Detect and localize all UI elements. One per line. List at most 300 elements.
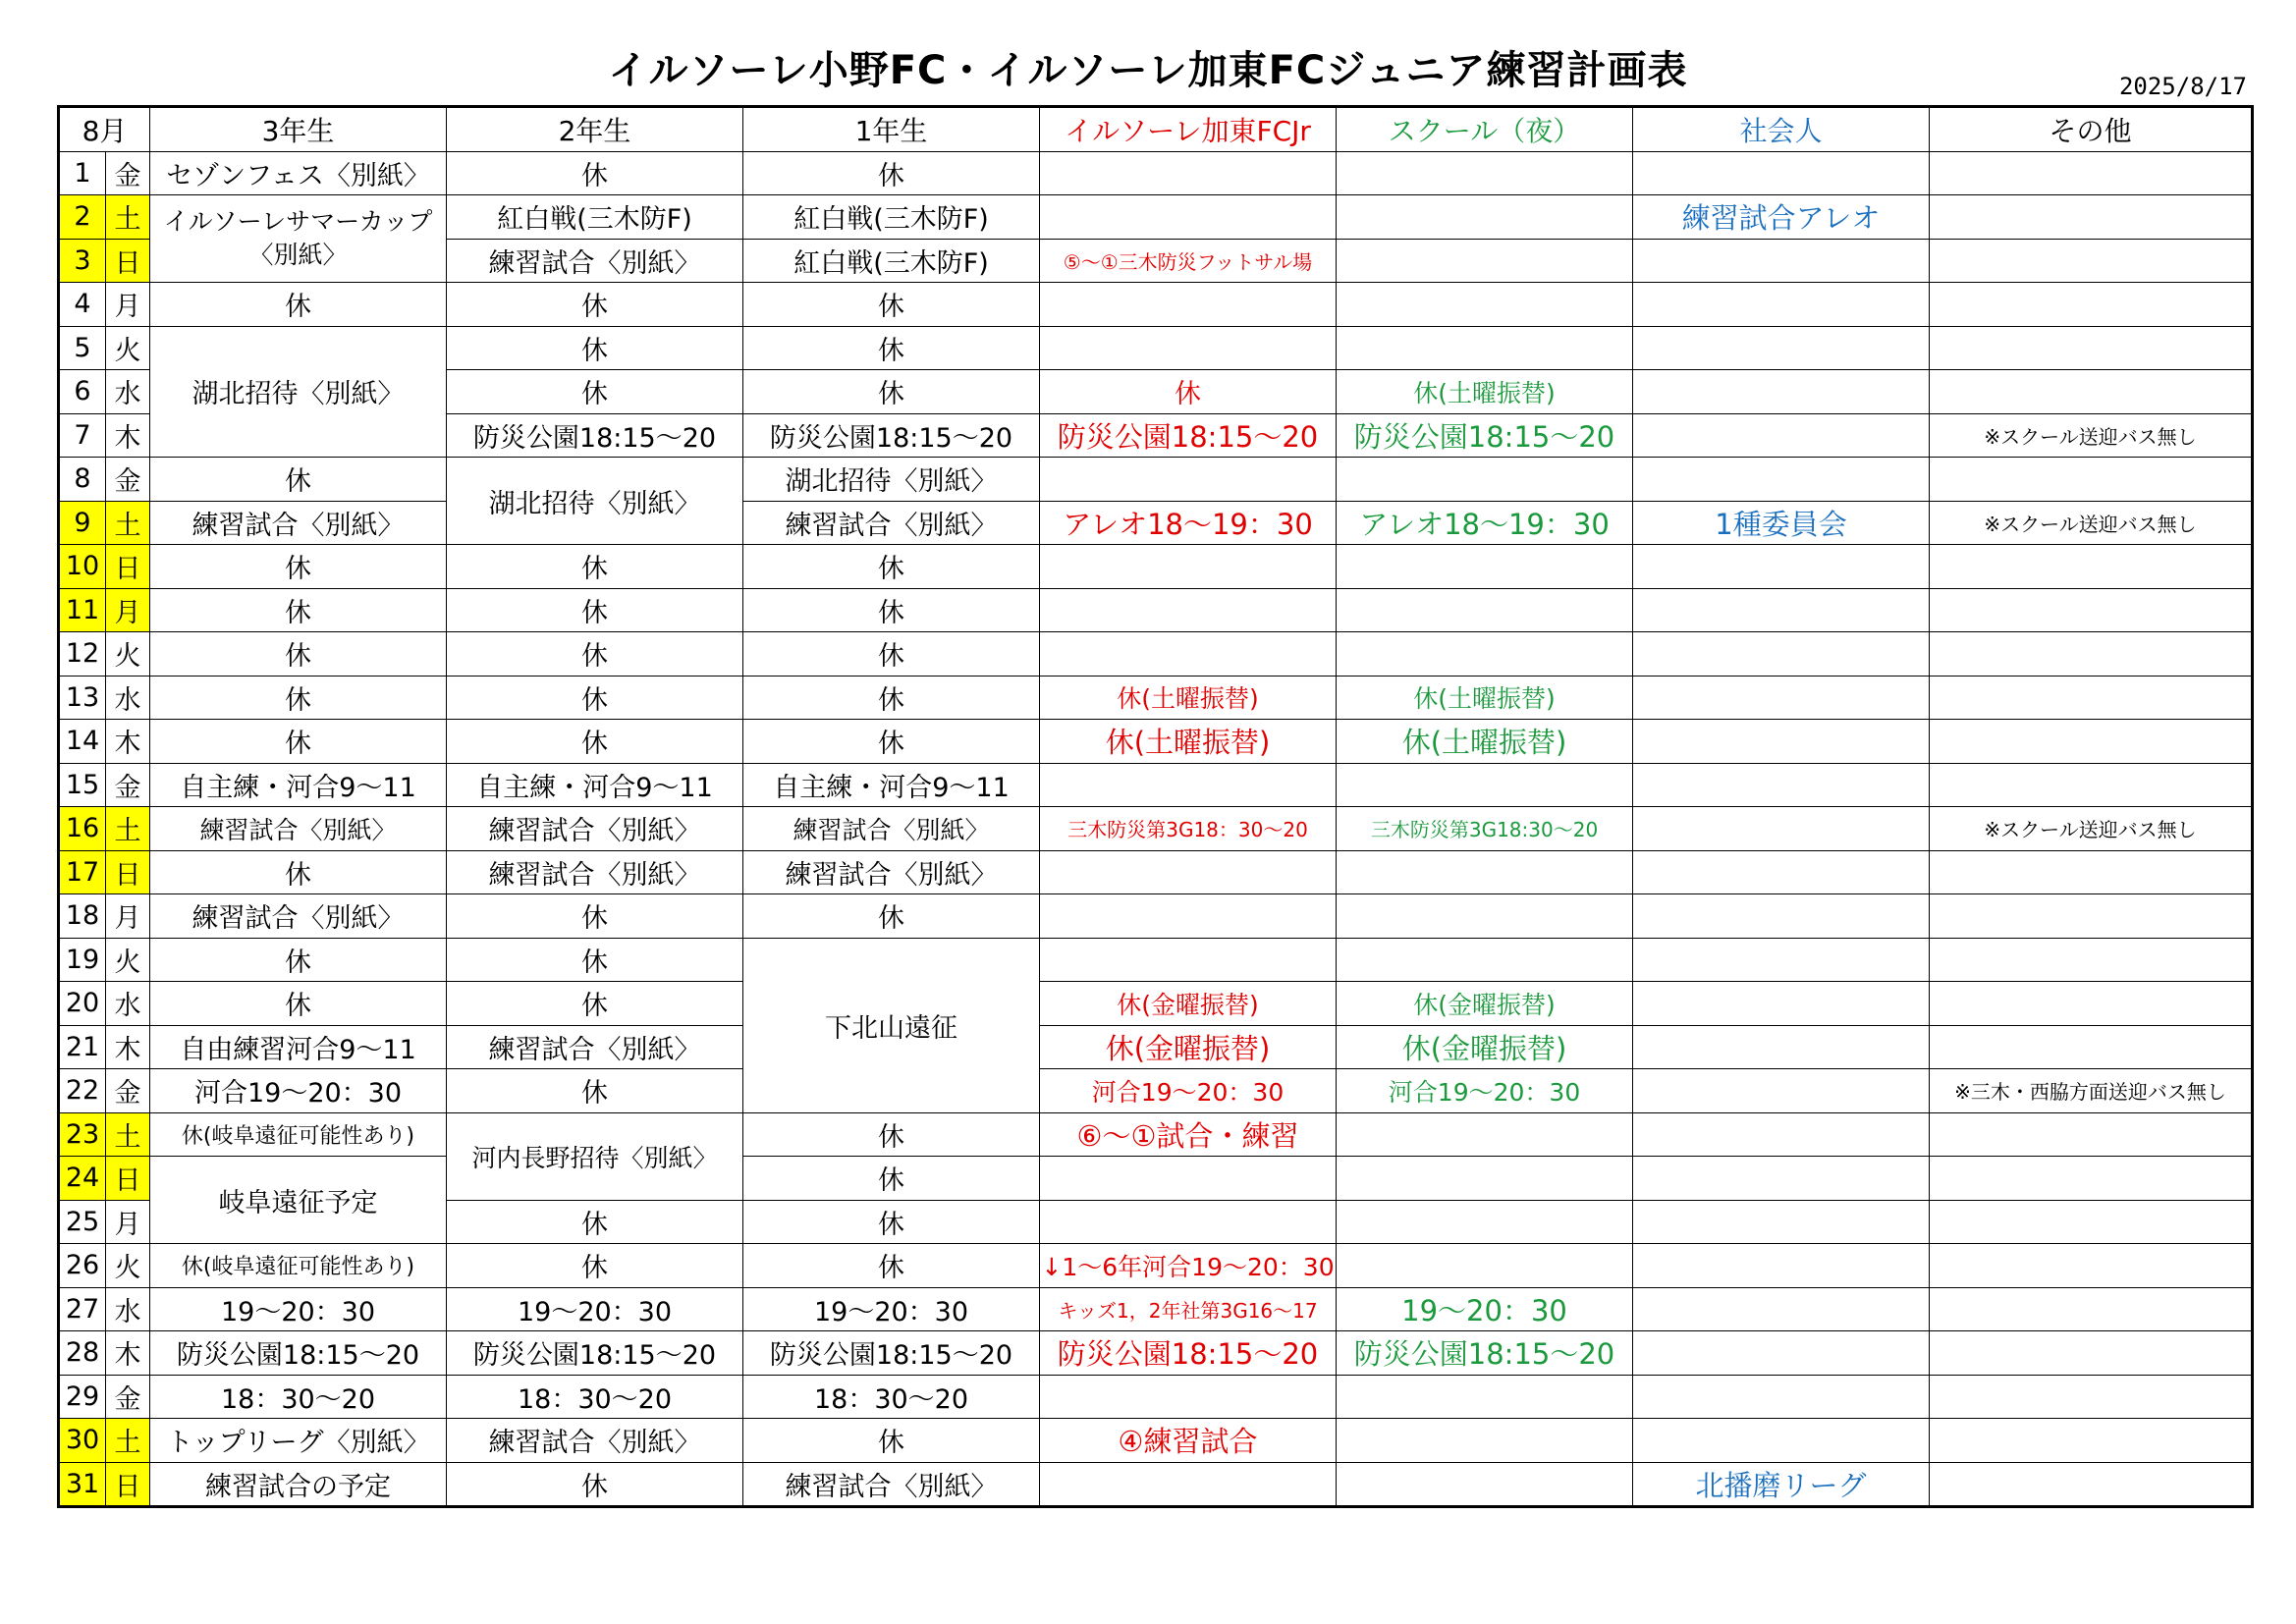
table-row [59, 982, 2253, 1026]
day-number: 8 [59, 458, 106, 502]
table-row [59, 850, 2253, 894]
cell-school [1337, 239, 1633, 283]
cell-other [1930, 1287, 2253, 1331]
cell-adult [1633, 894, 1930, 939]
cell-adult [1633, 720, 1930, 764]
weekday: 日 [106, 545, 150, 589]
table-row [59, 632, 2253, 677]
cell-other [1930, 894, 2253, 939]
day-number: 3 [59, 239, 106, 283]
cell-grade2: 練習試合〈別紙〉 [447, 239, 743, 283]
cell-grade2: 自主練・河合9～11 [447, 763, 743, 807]
cell-school [1337, 283, 1633, 327]
table-row [59, 501, 2253, 545]
cell-other [1930, 370, 2253, 414]
cell-kato-jr [1040, 458, 1337, 502]
header-adult: 社会人 [1633, 107, 1930, 152]
cell-school [1337, 1112, 1633, 1157]
weekday: 火 [106, 1244, 150, 1288]
cell-grade3: 休 [150, 588, 447, 632]
cell-adult [1633, 1331, 1930, 1376]
cell-school: 防災公園18:15～20 [1337, 1331, 1633, 1376]
table-row [59, 938, 2253, 982]
table-row [59, 1375, 2253, 1419]
cell-grade2: 休 [447, 982, 743, 1026]
table-row [59, 283, 2253, 327]
cell-adult [1633, 458, 1930, 502]
cell-school: 河合19～20：30 [1337, 1069, 1633, 1113]
cell-grade3: 休 [150, 545, 447, 589]
cell-grade3: 練習試合〈別紙〉 [150, 501, 447, 545]
cell-grade1: 休 [743, 1419, 1040, 1463]
cell-school: 休(金曜振替) [1337, 1025, 1633, 1069]
table-row [59, 807, 2253, 851]
cell-adult [1633, 151, 1930, 195]
cell-grade1: 練習試合〈別紙〉 [743, 501, 1040, 545]
cell-grade2: 練習試合〈別紙〉 [447, 1419, 743, 1463]
cell-kato-jr: 休(土曜振替) [1040, 676, 1337, 720]
cell-grade2: 休 [447, 151, 743, 195]
cell-adult [1633, 1025, 1930, 1069]
cell-grade2: 19～20：30 [447, 1287, 743, 1331]
cell-kato-jr [1040, 326, 1337, 370]
cell-grade2: 休 [447, 1069, 743, 1113]
cell-grade3: 休 [150, 632, 447, 677]
table-row [59, 1157, 2253, 1201]
cell-grade3: 休 [150, 283, 447, 327]
cell-grade1: 紅白戦(三木防F) [743, 239, 1040, 283]
cell-grade1: 休 [743, 894, 1040, 939]
cell-grade3: セゾンフェス〈別紙〉 [150, 151, 447, 195]
cell-adult [1633, 1157, 1930, 1201]
cell-grade1: 休 [743, 283, 1040, 327]
cell-adult [1633, 413, 1930, 458]
header-month: 8月 [59, 107, 150, 152]
weekday: 水 [106, 1287, 150, 1331]
cell-other [1930, 720, 2253, 764]
cell-adult [1633, 239, 1930, 283]
weekday: 水 [106, 676, 150, 720]
cell-grade3: 休 [150, 982, 447, 1026]
cell-other [1930, 850, 2253, 894]
day-number: 12 [59, 632, 106, 677]
weekday: 土 [106, 1112, 150, 1157]
header-grade1: 1年生 [743, 107, 1040, 152]
cell-adult [1633, 763, 1930, 807]
weekday: 木 [106, 1331, 150, 1376]
weekday: 土 [106, 195, 150, 240]
weekday: 水 [106, 982, 150, 1026]
table-row [59, 763, 2253, 807]
cell-school [1337, 151, 1633, 195]
cell-grade2: 練習試合〈別紙〉 [447, 807, 743, 851]
cell-adult [1633, 1287, 1930, 1331]
cell-other [1930, 326, 2253, 370]
cell-grade3: 休(岐阜遠征可能性あり) [150, 1112, 447, 1157]
day-number: 13 [59, 676, 106, 720]
cell-grade2: 18：30～20 [447, 1375, 743, 1419]
cell-grade1: 休 [743, 588, 1040, 632]
table-row [59, 1462, 2253, 1507]
cell-kato-jr: ④練習試合 [1040, 1419, 1337, 1463]
cell-grade1: 練習試合〈別紙〉 [743, 850, 1040, 894]
day-number: 6 [59, 370, 106, 414]
cell-kato-jr [1040, 632, 1337, 677]
day-number: 10 [59, 545, 106, 589]
cell-grade2: 休 [447, 632, 743, 677]
cell-grade1: 休 [743, 1157, 1040, 1201]
cell-other: ※三木・西脇方面送迎バス無し [1930, 1069, 2253, 1113]
day-number: 1 [59, 151, 106, 195]
cell-kato-jr: キッズ1，2年社第3G16～17 [1040, 1287, 1337, 1331]
cell-grade3: イルソーレサマーカップ 〈別紙〉 [150, 195, 447, 283]
cell-grade1: 休 [743, 1112, 1040, 1157]
cell-adult [1633, 1112, 1930, 1157]
cell-kato-jr: 休(金曜振替) [1040, 982, 1337, 1026]
cell-other [1930, 1025, 2253, 1069]
cell-kato-jr: 河合19～20：30 [1040, 1069, 1337, 1113]
table-row [59, 458, 2253, 502]
weekday: 木 [106, 1025, 150, 1069]
cell-grade1: 防災公園18:15～20 [743, 413, 1040, 458]
cell-grade2: 練習試合〈別紙〉 [447, 1025, 743, 1069]
cell-kato-jr [1040, 850, 1337, 894]
weekday: 金 [106, 458, 150, 502]
header-kato-jr: イルソーレ加東FCJr [1040, 107, 1337, 152]
cell-kato-jr [1040, 545, 1337, 589]
cell-other [1930, 151, 2253, 195]
cell-grade2: 休 [447, 938, 743, 982]
cell-grade3: 練習試合〈別紙〉 [150, 807, 447, 851]
cell-kato-jr: 防災公園18:15～20 [1040, 1331, 1337, 1376]
cell-grade2: 湖北招待〈別紙〉 [447, 458, 743, 545]
weekday: 木 [106, 413, 150, 458]
cell-other [1930, 1375, 2253, 1419]
cell-adult [1633, 807, 1930, 851]
day-number: 5 [59, 326, 106, 370]
weekday: 月 [106, 588, 150, 632]
table-row [59, 720, 2253, 764]
cell-grade2: 紅白戦(三木防F) [447, 195, 743, 240]
cell-kato-jr: 防災公園18:15～20 [1040, 413, 1337, 458]
cell-other: ※スクール送迎バス無し [1930, 413, 2253, 458]
cell-grade3: トップリーグ〈別紙〉 [150, 1419, 447, 1463]
cell-grade3: 自由練習河合9～11 [150, 1025, 447, 1069]
day-number: 24 [59, 1157, 106, 1201]
cell-school [1337, 1375, 1633, 1419]
cell-adult [1633, 1244, 1930, 1288]
day-number: 29 [59, 1375, 106, 1419]
cell-grade3: 自主練・河合9～11 [150, 763, 447, 807]
cell-school [1337, 938, 1633, 982]
cell-kato-jr [1040, 894, 1337, 939]
weekday: 土 [106, 807, 150, 851]
table-row [59, 1331, 2253, 1376]
day-number: 31 [59, 1462, 106, 1507]
cell-school [1337, 850, 1633, 894]
cell-grade1: 休 [743, 632, 1040, 677]
cell-school [1337, 1157, 1633, 1201]
cell-grade1: 19～20：30 [743, 1287, 1040, 1331]
cell-school [1337, 894, 1633, 939]
weekday: 金 [106, 763, 150, 807]
day-number: 16 [59, 807, 106, 851]
day-number: 27 [59, 1287, 106, 1331]
cell-school [1337, 1419, 1633, 1463]
weekday: 日 [106, 239, 150, 283]
table-row [59, 1244, 2253, 1288]
cell-kato-jr: 休(金曜振替) [1040, 1025, 1337, 1069]
cell-school [1337, 763, 1633, 807]
cell-school: アレオ18～19：30 [1337, 501, 1633, 545]
cell-school: 三木防災第3G18:30～20 [1337, 807, 1633, 851]
cell-adult [1633, 1069, 1930, 1113]
schedule-table [57, 105, 2254, 1508]
cell-grade2: 休 [447, 545, 743, 589]
cell-grade2: 休 [447, 1200, 743, 1244]
page-title: イルソーレ小野FC・イルソーレ加東FCジュニア練習計画表 [608, 48, 1688, 93]
cell-school: 19～20：30 [1337, 1287, 1633, 1331]
day-number: 7 [59, 413, 106, 458]
cell-adult [1633, 283, 1930, 327]
cell-other [1930, 1462, 2253, 1507]
cell-grade1: 休 [743, 370, 1040, 414]
day-number: 25 [59, 1200, 106, 1244]
weekday: 土 [106, 501, 150, 545]
weekday: 日 [106, 1462, 150, 1507]
cell-kato-jr: ⑤～①三木防災フットサル場 [1040, 239, 1337, 283]
cell-other [1930, 1331, 2253, 1376]
cell-grade2: 休 [447, 283, 743, 327]
cell-other [1930, 458, 2253, 502]
cell-grade2: 休 [447, 720, 743, 764]
day-number: 15 [59, 763, 106, 807]
cell-grade3: 練習試合〈別紙〉 [150, 894, 447, 939]
cell-grade1: 練習試合〈別紙〉 [743, 1462, 1040, 1507]
cell-adult [1633, 1375, 1930, 1419]
cell-other [1930, 545, 2253, 589]
day-number: 28 [59, 1331, 106, 1376]
cell-other [1930, 938, 2253, 982]
cell-school: 休(土曜振替) [1337, 676, 1633, 720]
cell-grade3: 休 [150, 720, 447, 764]
day-number: 23 [59, 1112, 106, 1157]
cell-kato-jr [1040, 1200, 1337, 1244]
weekday: 日 [106, 850, 150, 894]
cell-other [1930, 1200, 2253, 1244]
cell-grade3: 休 [150, 458, 447, 502]
weekday: 月 [106, 283, 150, 327]
cell-grade1: 練習試合〈別紙〉 [743, 807, 1040, 851]
cell-other [1930, 1112, 2253, 1157]
cell-other [1930, 1157, 2253, 1201]
cell-school [1337, 1200, 1633, 1244]
cell-adult [1633, 938, 1930, 982]
cell-school [1337, 458, 1633, 502]
day-number: 21 [59, 1025, 106, 1069]
table-row [59, 1112, 2253, 1157]
cell-school: 休(金曜振替) [1337, 982, 1633, 1026]
cell-adult: 練習試合アレオ [1633, 195, 1930, 240]
table-row [59, 676, 2253, 720]
cell-grade1: 休 [743, 151, 1040, 195]
cell-grade3: 岐阜遠征予定 [150, 1157, 447, 1244]
day-number: 30 [59, 1419, 106, 1463]
weekday: 土 [106, 1419, 150, 1463]
cell-grade2: 休 [447, 370, 743, 414]
cell-grade1: 下北山遠征 [743, 938, 1040, 1112]
header-grade2: 2年生 [447, 107, 743, 152]
cell-adult: 北播磨リーグ [1633, 1462, 1930, 1507]
cell-kato-jr [1040, 151, 1337, 195]
day-number: 11 [59, 588, 106, 632]
cell-kato-jr [1040, 588, 1337, 632]
cell-school: 休(土曜振替) [1337, 370, 1633, 414]
day-number: 4 [59, 283, 106, 327]
header-grade3: 3年生 [150, 107, 447, 152]
cell-school [1337, 545, 1633, 589]
cell-grade3: 防災公園18:15～20 [150, 1331, 447, 1376]
cell-kato-jr: ⑥～①試合・練習 [1040, 1112, 1337, 1157]
cell-grade1: 湖北招待〈別紙〉 [743, 458, 1040, 502]
cell-adult [1633, 982, 1930, 1026]
cell-grade2: 河内長野招待〈別紙〉 [447, 1112, 743, 1200]
cell-kato-jr [1040, 1462, 1337, 1507]
table-row [59, 326, 2253, 370]
cell-grade1: 休 [743, 720, 1040, 764]
cell-grade3: 休(岐阜遠征可能性あり) [150, 1244, 447, 1288]
day-number: 19 [59, 938, 106, 982]
cell-grade1: 防災公園18:15～20 [743, 1331, 1040, 1376]
cell-grade2: 練習試合〈別紙〉 [447, 850, 743, 894]
cell-school: 防災公園18:15～20 [1337, 413, 1633, 458]
table-row [59, 588, 2253, 632]
cell-grade3: 休 [150, 676, 447, 720]
weekday: 水 [106, 370, 150, 414]
table-row [59, 195, 2253, 240]
weekday: 火 [106, 632, 150, 677]
cell-other: ※スクール送迎バス無し [1930, 501, 2253, 545]
cell-grade2: 休 [447, 1462, 743, 1507]
document-date: 2025/8/17 [2118, 73, 2247, 100]
cell-other [1930, 1244, 2253, 1288]
header-school: スクール（夜） [1337, 107, 1633, 152]
cell-grade3: 19～20：30 [150, 1287, 447, 1331]
cell-grade3: 湖北招待〈別紙〉 [150, 326, 447, 458]
cell-grade3: 休 [150, 938, 447, 982]
cell-grade2: 休 [447, 1244, 743, 1288]
cell-adult [1633, 1200, 1930, 1244]
table-row [59, 151, 2253, 195]
header-other: その他 [1930, 107, 2253, 152]
day-number: 2 [59, 195, 106, 240]
weekday: 木 [106, 720, 150, 764]
cell-other [1930, 588, 2253, 632]
cell-adult [1633, 850, 1930, 894]
table-row [59, 1419, 2253, 1463]
cell-adult [1633, 676, 1930, 720]
cell-other [1930, 763, 2253, 807]
weekday: 金 [106, 1375, 150, 1419]
cell-school [1337, 195, 1633, 240]
cell-school: 休(土曜振替) [1337, 720, 1633, 764]
cell-other: ※スクール送迎バス無し [1930, 807, 2253, 851]
cell-adult [1633, 545, 1930, 589]
weekday: 金 [106, 151, 150, 195]
cell-grade2: 防災公園18:15～20 [447, 413, 743, 458]
cell-kato-jr: 休 [1040, 370, 1337, 414]
cell-adult [1633, 632, 1930, 677]
cell-kato-jr: アレオ18～19：30 [1040, 501, 1337, 545]
table-row [59, 894, 2253, 939]
cell-other [1930, 195, 2253, 240]
day-number: 14 [59, 720, 106, 764]
cell-grade2: 休 [447, 894, 743, 939]
day-number: 18 [59, 894, 106, 939]
cell-grade2: 休 [447, 588, 743, 632]
table-row [59, 545, 2253, 589]
cell-school [1337, 1462, 1633, 1507]
cell-grade1: 紅白戦(三木防F) [743, 195, 1040, 240]
weekday: 火 [106, 326, 150, 370]
cell-adult [1633, 1419, 1930, 1463]
cell-grade1: 休 [743, 326, 1040, 370]
cell-kato-jr: 休(土曜振替) [1040, 720, 1337, 764]
cell-adult: 1種委員会 [1633, 501, 1930, 545]
cell-other [1930, 283, 2253, 327]
cell-grade1: 休 [743, 545, 1040, 589]
cell-grade1: 休 [743, 1244, 1040, 1288]
cell-adult [1633, 370, 1930, 414]
table-row [59, 1025, 2253, 1069]
day-number: 17 [59, 850, 106, 894]
weekday: 月 [106, 1200, 150, 1244]
weekday: 火 [106, 938, 150, 982]
day-number: 9 [59, 501, 106, 545]
cell-grade1: 18：30～20 [743, 1375, 1040, 1419]
cell-other [1930, 632, 2253, 677]
cell-school [1337, 632, 1633, 677]
cell-school [1337, 326, 1633, 370]
cell-school [1337, 588, 1633, 632]
cell-grade2: 休 [447, 326, 743, 370]
cell-kato-jr: ↓1～6年河合19～20：30 [1040, 1244, 1337, 1288]
weekday: 日 [106, 1157, 150, 1201]
cell-school [1337, 1244, 1633, 1288]
table-row [59, 1069, 2253, 1113]
cell-grade3: 河合19～20：30 [150, 1069, 447, 1113]
cell-grade2: 防災公園18:15～20 [447, 1331, 743, 1376]
cell-other [1930, 982, 2253, 1026]
cell-kato-jr [1040, 195, 1337, 240]
cell-grade3: 18：30～20 [150, 1375, 447, 1419]
cell-grade3: 休 [150, 850, 447, 894]
cell-kato-jr [1040, 1375, 1337, 1419]
day-number: 20 [59, 982, 106, 1026]
cell-other [1930, 239, 2253, 283]
cell-grade3: 練習試合の予定 [150, 1462, 447, 1507]
cell-kato-jr [1040, 763, 1337, 807]
table-row [59, 1287, 2253, 1331]
cell-kato-jr [1040, 283, 1337, 327]
day-number: 26 [59, 1244, 106, 1288]
cell-other [1930, 676, 2253, 720]
cell-grade2: 休 [447, 676, 743, 720]
cell-kato-jr: 三木防災第3G18：30～20 [1040, 807, 1337, 851]
weekday: 月 [106, 894, 150, 939]
header-row [59, 107, 2253, 152]
cell-adult [1633, 588, 1930, 632]
